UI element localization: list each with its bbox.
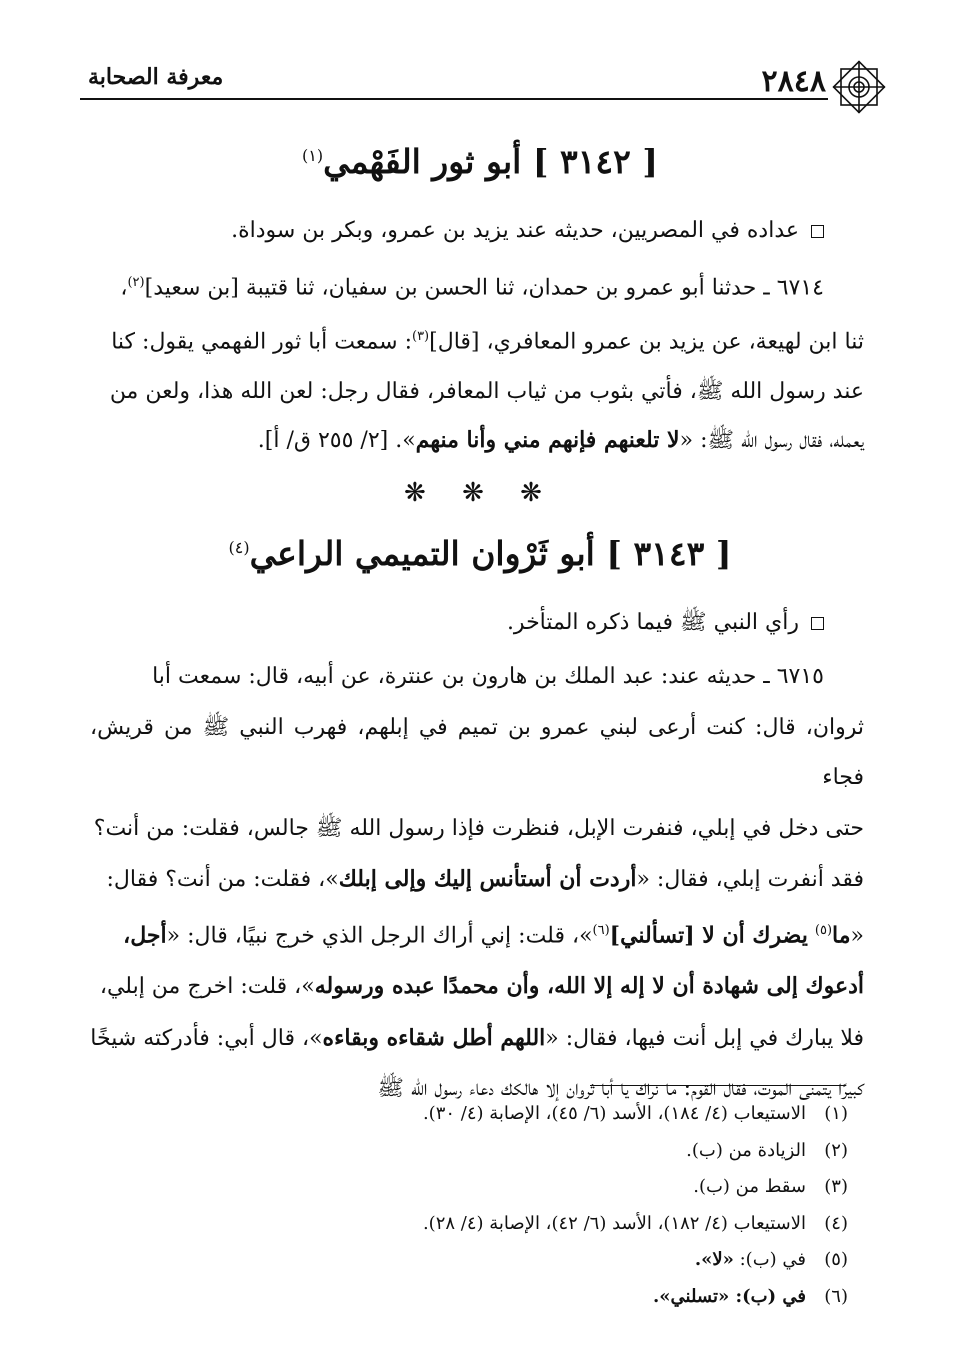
footnote-3: (٣) سقط من (ب). [693, 1176, 848, 1197]
running-title: معرفة الصحابة [88, 64, 224, 90]
entry-intro-3142: عداده في المصريين، حديثه عند يزيد بن عمرو، وبكر بن سوداة. [90, 206, 824, 255]
hadith-line: حتى دخل في إبلي، فنفرت الإبل، فنظرت فإذا رسول الله ﷺ جالس، فقلت: من أنت؟ [93, 815, 864, 841]
page-number: ٢٨٤٨ [761, 64, 826, 99]
hadith-6714 [90, 258, 864, 465]
entry-heading-3142 [90, 142, 870, 181]
footnote-4: (٤) الاستيعاب (٤/ ١٨٢)، الأسد (٦/ ٤٢)، الإصابة (٤/ ٢٨). [422, 1212, 848, 1234]
hadith-line: يعمله، فقال رسول الله ﷺ: «لا تلعنهم فإنهم مني وأنا منهم». [٢/ ٢٥٥ ق/ أ]. [257, 426, 864, 453]
entry-heading-3143 [90, 534, 870, 573]
entry-name: أبو ثور الفَهْمي [323, 142, 522, 181]
entry-number: [ ٣١٤٢ ] [532, 142, 658, 181]
hadith-line: ٦٧١٤ ـ حدثنا أبو عمرو بن حمدان، ثنا الحسن بن سفيان، ثنا قتيبة [بن سعيد]$^{(٢)}$، [120, 275, 824, 301]
hadith-line: ثنا ابن لهيعة، عن يزيد بن عمرو المعافري، [قال]$^{(٣)}$: سمعت أبا ثور الفهمي يقول: كنا [111, 329, 864, 355]
footnote-ref: (٤) [228, 538, 250, 557]
hadith-line: فلا يبارك في إبل أنت فيها، فقال: «اللهم أطل شقاءه وبقاءه»، قال أبي: فأدركته شيخًا [90, 1024, 864, 1051]
hadith-line: كبيرًا يتمنى الموت، فقال القوم: ما نراك يا أبا ثروان إلا هالكك دعاء رسول الله ﷺ [377, 1076, 864, 1102]
hadith-line: أدعوك إلى شهادة أن لا إله إلا الله، وأن محمدًا عبده ورسوله»، قلت: اخرج من إبلي، [99, 973, 864, 1000]
footnote-6: (٦) في (ب): «تسلني». [653, 1285, 848, 1307]
footnote-1: (١) الاستيعاب (٤/ ١٨٤)، الأسد (٦/ ٤٥)، الإصابة (٤/ ٣٠). [422, 1103, 848, 1124]
entry-intro-3143: رأي النبي ﷺ فيما ذكره المتأخر. [90, 598, 824, 647]
header-rule [80, 98, 828, 100]
footnote-rule [590, 1085, 846, 1086]
hadith-line: «ما$^{(٥)}$ يضرك أن لا [تسألني]$^{(٦)}$»، قلت: إني أراك الرجل الذي خرج نبيًا، قال: «أجل، [123, 921, 864, 948]
hadith-line: فقد أنفرت إبلي، فقال: «أردت أن أستأنس إليك وإلى إبلك»، فقلت: من أنت؟ فقال: [106, 866, 864, 892]
square-bullet-icon [811, 225, 824, 238]
square-bullet-icon [811, 617, 824, 630]
hadith-6715 [90, 652, 864, 1115]
hadith-line: ثروان، قال: كنت أرعى لبني عمرو بن تميم في إبلهم، فهرب النبي ﷺ من قريش، فجاء [90, 714, 864, 790]
hadith-line: عند رسول الله ﷺ، فأتي بثوب من ثياب المعافر، فقال رجل: لعن الله هذا، ولعن من [109, 378, 864, 404]
section-separator: ❋ ❋ ❋ [404, 478, 556, 508]
footnote-ref: (١) [302, 146, 324, 165]
footnote-2: (٢) الزيادة من (ب). [686, 1139, 848, 1161]
page-header [80, 62, 888, 112]
footnote-5: (٥) في (ب): «لا». [694, 1249, 848, 1270]
entry-number: [ ٣١٤٣ ] [606, 534, 732, 573]
footnotes [200, 1096, 848, 1315]
ornament-icon [830, 58, 888, 116]
entry-name: أبو ثَرْوان التميمي الراعي [249, 534, 595, 573]
hadith-line: ٦٧١٥ ـ حديثه عند: عبد الملك بن هارون بن عنترة، عن أبيه، قال: سمعت أبا [152, 664, 824, 689]
